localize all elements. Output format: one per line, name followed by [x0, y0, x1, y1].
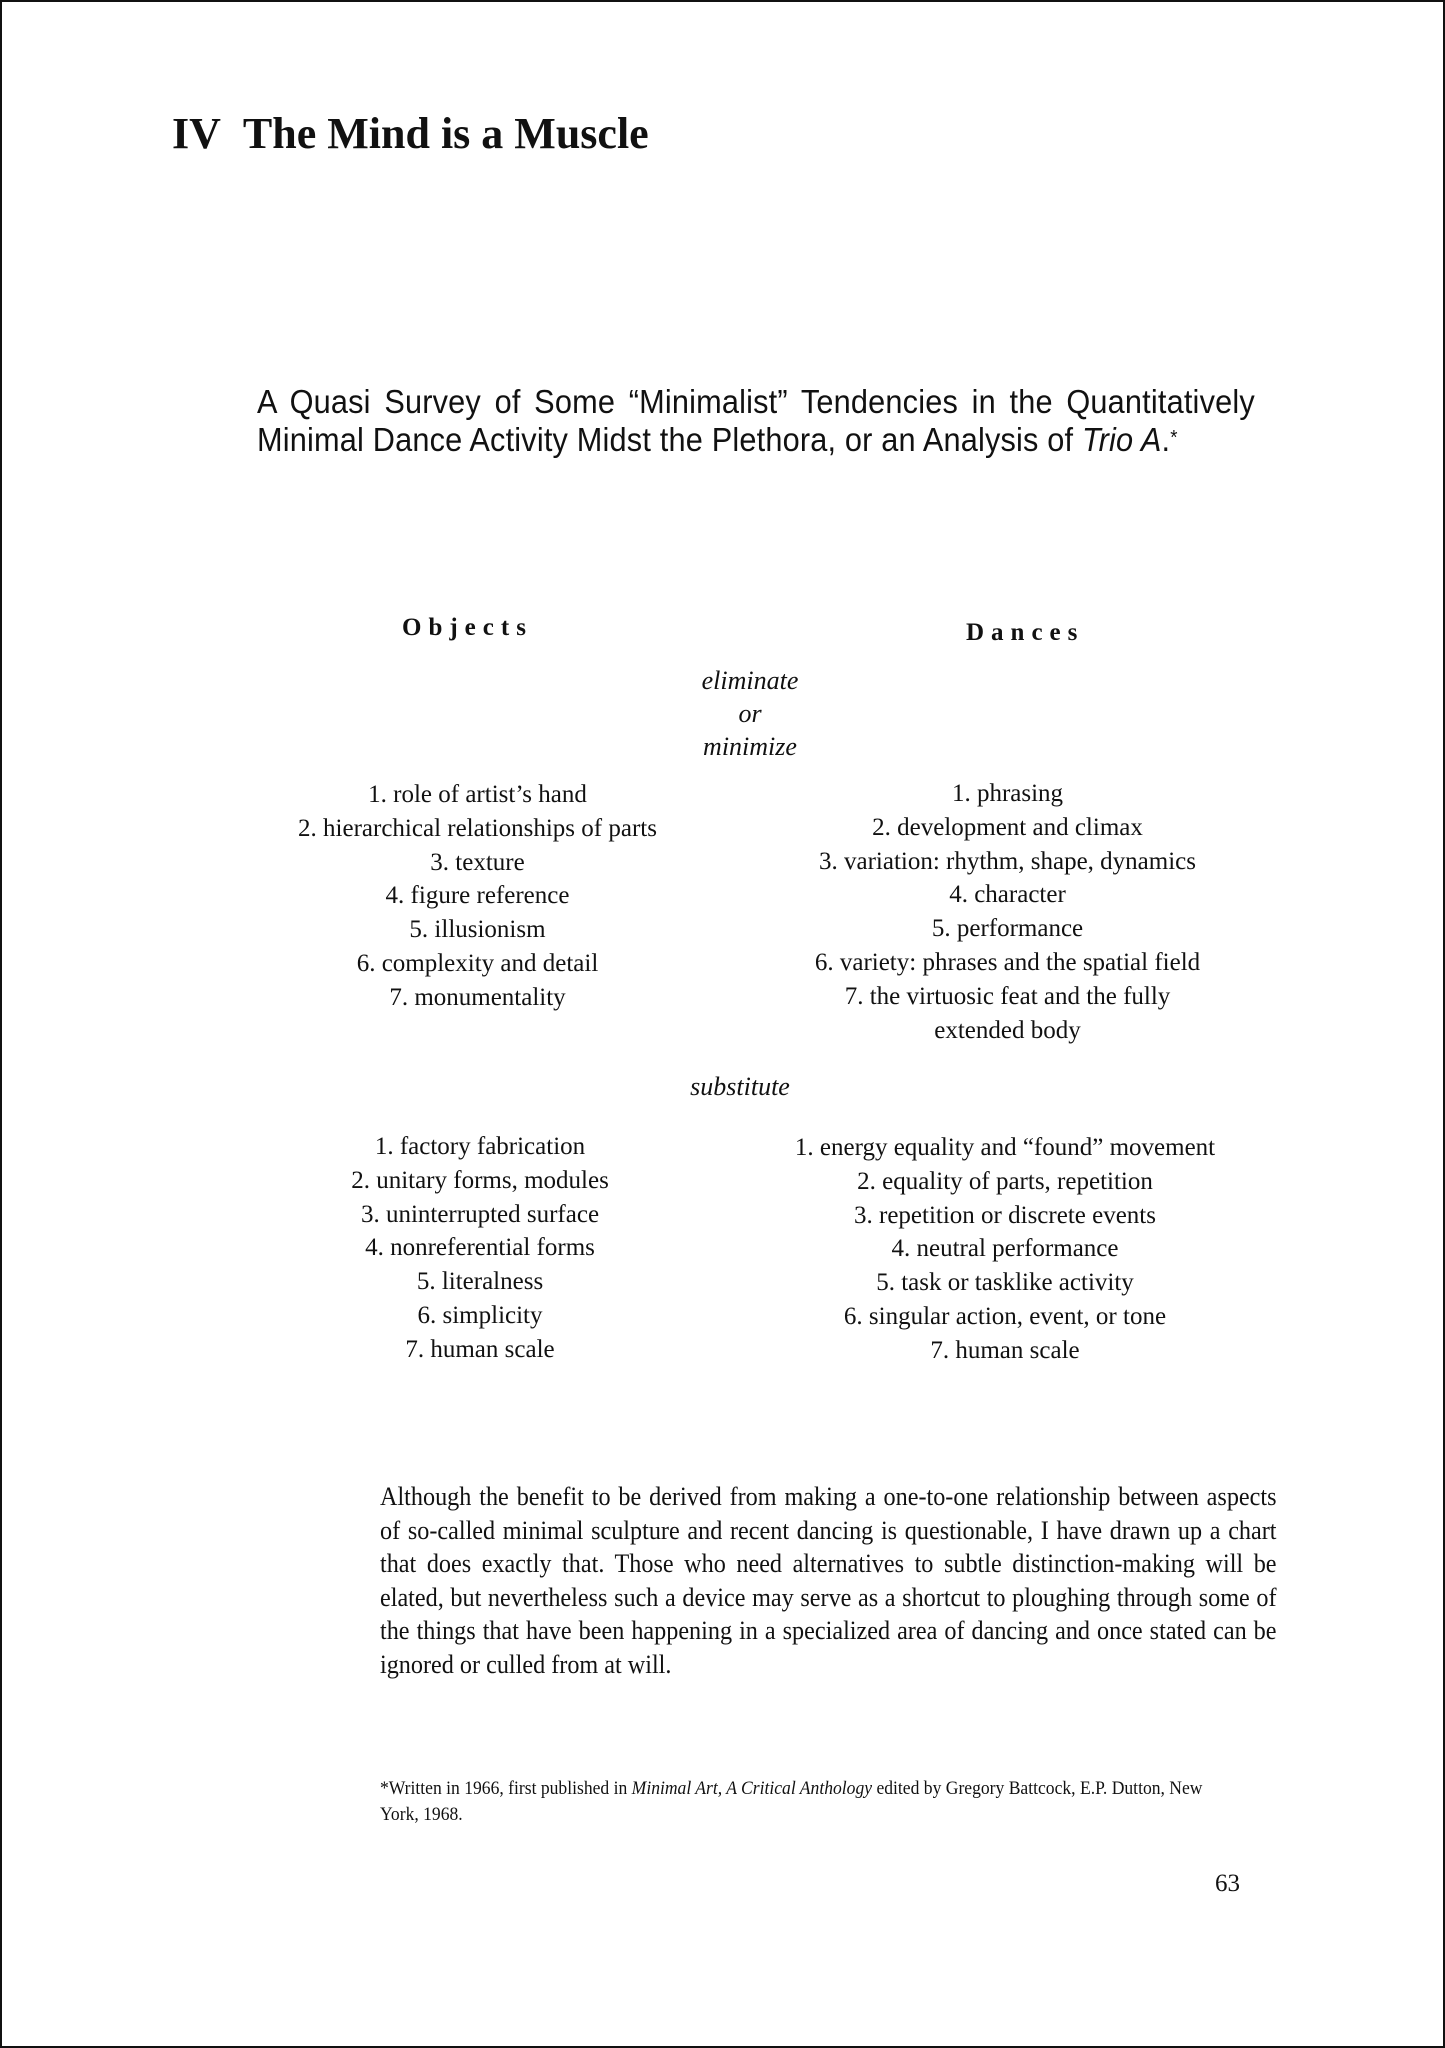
list-item: 1. energy equality and “found” movement	[794, 1134, 1216, 1161]
list-item: 4. nonreferential forms	[365, 1234, 595, 1262]
objects-eliminate-list	[240, 778, 715, 1015]
column-header-objects: Objects	[402, 614, 533, 641]
list-item: 7. the virtuosic feat and the fully	[844, 982, 1171, 1010]
footnote-suffix: edited by Gregory Battcock, E.P. Dutton, New York, 1968.	[380, 1779, 1203, 1825]
list-item: 1. phrasing	[951, 780, 1064, 807]
chapter-title: The Mind is a Muscle	[242, 109, 649, 158]
list-item: 3. uninterrupted surface	[360, 1200, 600, 1228]
list-item: 2. hierarchical relationships of parts	[298, 814, 657, 842]
list-item: 1. factory fabrication	[374, 1133, 586, 1160]
essay-title-end: .	[1161, 421, 1171, 458]
dances-eliminate-list	[760, 777, 1255, 1047]
list-item: 3. variation: rhythm, shape, dynamics	[818, 847, 1196, 875]
substitute-label: substitute	[690, 1072, 790, 1101]
essay-title-main: A Quasi Survey of Some “Minimalist” Tendencies in the Quantitatively Minimal Dance Activity Midst the Plethora, or an Analysis of	[257, 383, 1255, 458]
list-item: 4. neutral performance	[891, 1235, 1119, 1263]
essay-title	[257, 383, 1255, 459]
list-item: 2. equality of parts, repetition	[857, 1167, 1153, 1195]
list-item: 7. human scale	[405, 1335, 555, 1363]
list-item: 5. task or tasklike activity	[876, 1269, 1134, 1297]
footnote	[380, 1776, 1216, 1828]
list-item: extended body	[934, 1016, 1081, 1044]
chapter-heading	[172, 108, 649, 160]
list-item: 2. unitary forms, modules	[351, 1166, 609, 1194]
dances-substitute-list	[735, 1131, 1275, 1368]
list-item: 5. literalness	[416, 1268, 544, 1296]
list-item: 1. role of artist’s hand	[368, 781, 587, 808]
list-item: 6. singular action, event, or tone	[843, 1302, 1167, 1330]
list-item: 3. texture	[430, 848, 525, 876]
eliminate-label	[650, 664, 850, 763]
list-item: 5. illusionism	[409, 916, 546, 944]
page-number: 63	[1215, 1870, 1240, 1897]
footnote-prefix: *Written in 1966, first published in	[380, 1779, 632, 1799]
footnote-marker: *	[1170, 427, 1178, 449]
list-item: 5. performance	[931, 915, 1084, 943]
eliminate-label-line: eliminate	[701, 666, 799, 695]
list-item: 7. monumentality	[389, 983, 566, 1011]
list-item: 3. repetition or discrete events	[854, 1201, 1156, 1229]
list-item: 2. development and climax	[872, 813, 1143, 841]
list-item: 7. human scale	[930, 1336, 1080, 1364]
chapter-number: IV	[172, 109, 221, 158]
body-paragraph: Although the benefit to be derived from making a one-to-one relationship between aspects of so-called minimal sculpture and recent dancing is questionable, I have drawn up a chart that does exactly that. Those who need alternatives to subtle distinction-making will be elated, but nevertheless such a device may serve as a shortcut to ploughing through some of the things that have been happening in a specialized area of dancing and once stated can be ignored or culled from at will.	[380, 1482, 1277, 1679]
list-item: 6. complexity and detail	[356, 949, 599, 977]
eliminate-label-line: minimize	[703, 732, 797, 761]
list-item: 4. character	[949, 881, 1066, 909]
footnote-book-title: Minimal Art, A Critical Anthology	[631, 1779, 873, 1799]
essay-title-italic: Trio A	[1081, 421, 1162, 458]
list-item: 6. variety: phrases and the spatial field	[814, 948, 1201, 976]
eliminate-label-line: or	[738, 699, 762, 728]
column-header-dances: Dances	[966, 619, 1085, 646]
list-item: 6. simplicity	[417, 1301, 543, 1329]
list-item: 4. figure reference	[385, 882, 570, 910]
objects-substitute-list	[260, 1130, 700, 1367]
